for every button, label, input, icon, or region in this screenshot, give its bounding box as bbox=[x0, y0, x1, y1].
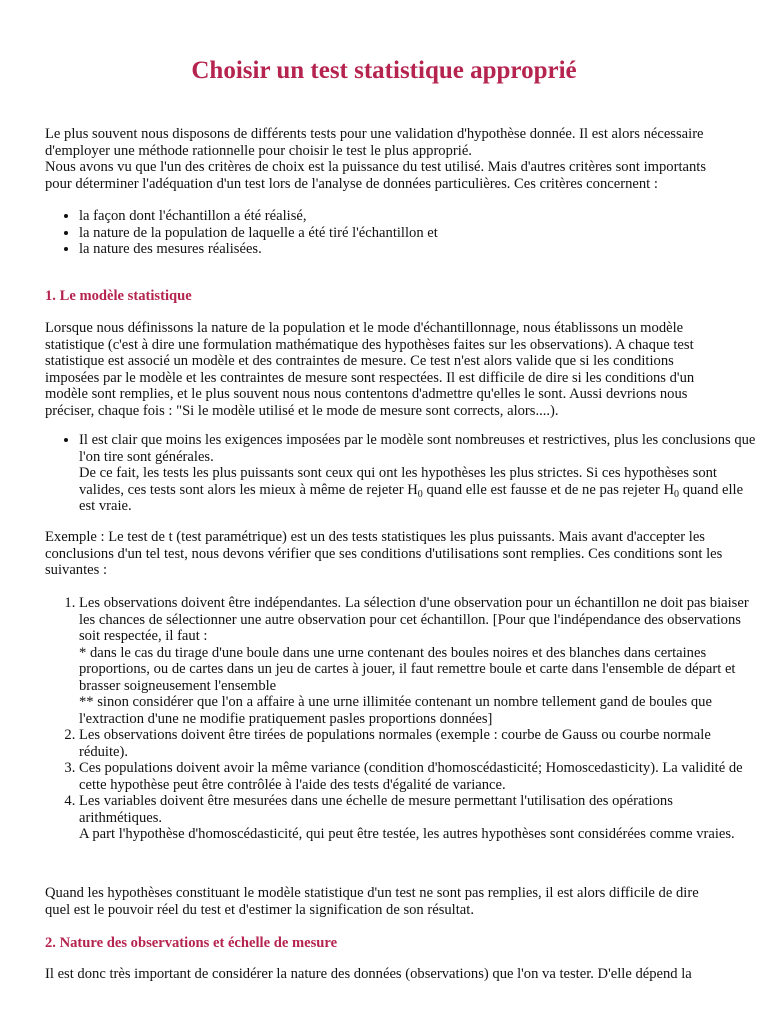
section-2-paragraph: Il est donc très important de considérer la nature des données (observations) que l'on va tester. D'elle dépend la bbox=[45, 966, 692, 982]
section-2-heading: 2. Nature des observations et échelle de mesure bbox=[45, 935, 338, 951]
model-note-generality: • Il est clair que moins les exigences imposées par le modèle sont nombreuses et restrictives, plus les conclusions que l'on tire sont générales. bbox=[79, 432, 756, 465]
list-item: • la façon dont l'échantillon a été réalisé, bbox=[79, 208, 759, 225]
condition-independence-case-1: * dans le cas du tirage d'une boule dans une urne contenant des boules noires et des blanches dans certaines proportions, ou de cartes dans un jeu de cartes à jouer, il faut remettre boule et carte dans l'ensemble de départ et brasser soigneusement l'ensemble bbox=[79, 644, 736, 694]
conditions-list bbox=[45, 595, 759, 843]
condition-measurement-scale: 4. Les variables doivent être mesurées dans une échelle de mesure permettant l'utilisation des opérations arithmétiques. bbox=[79, 793, 673, 826]
list-item bbox=[79, 793, 759, 843]
list-item: • la nature des mesures réalisées. bbox=[79, 241, 759, 258]
condition-independence-case-2: ** sinon considérer que l'on a affaire à une urne illimitée contenant un nombre tellement gand de boules que l'extraction d'une ne modifie pratiquement pasles proportions données] bbox=[79, 694, 712, 727]
page-title: Choisir un test statistique approprié bbox=[191, 57, 577, 84]
closing-paragraph: Quand les hypothèses constituant le modèle statistique d'un test ne sont pas remplies, il est alors difficile de dire quel est le pouvoir réel du test et d'estimer la signification de son résultat. bbox=[45, 885, 699, 918]
section-1-paragraph: Lorsque nous définissons la nature de la population et le mode d'échantillonnage, nous établissons un modèle statistique (c'est à dire une formulation mathématique des hypothèses faites sur les observations). A chaque test statistique est associé un modèle et des contraintes de mesure. Ce test n'est alors valide que si les conditions imposées par le modèle et les contraintes de mesure sont respectées. Il est difficile de dire si les conditions d'un modèle sont remplies, et le plus souvent nous nous contentons d'admettre qu'elles le sont. Aussi devrions nous préciser, chaque fois : "Si le modèle utilisé et le mode de mesure sont corrects, alors....). bbox=[45, 320, 695, 419]
model-note-power: De ce fait, les tests les plus puissants sont ceux qui ont les hypothèses les plus strictes. Si ces hypothèses sont valides, ces tests sont alors les mieux à même de rejeter $H_0$ quand elle est fausse et de ne pas rejeter $H_0$ quand elle est vraie. bbox=[79, 465, 744, 514]
list-item: • la nature de la population de laquelle a été tiré l'échantillon et bbox=[79, 225, 759, 242]
list-item bbox=[79, 432, 759, 515]
intro-paragraph-2: Nous avons vu que l'un des critères de choix est la puissance du test utilisé. Mais d'autres critères sont importants pour déterminer l'adéquation d'un test lors de l'analyse de données particulières. Ces critères concernent : bbox=[45, 159, 707, 192]
list-item bbox=[79, 595, 759, 727]
list-item: 3. Ces populations doivent avoir la même variance (condition d'homoscédasticité; Homoscedasticity). La validité de cette hypothèse peut être contrôlée à l'aide des tests d'égalité de variance. bbox=[79, 760, 759, 793]
condition-note: A part l'hypothèse d'homoscédasticité, qui peut être testée, les autres hypothèses sont considérées comme vraies. bbox=[79, 826, 735, 842]
model-notes-list bbox=[45, 432, 759, 515]
intro-paragraph-1: Le plus souvent nous disposons de différents tests pour une validation d'hypothèse donnée. Il est alors nécessaire d'employer une méthode rationnelle pour choisir le test le plus approprié. bbox=[45, 126, 704, 159]
h0-subscript: 0 bbox=[674, 488, 680, 500]
example-paragraph: Exemple : Le test de t (test paramétrique) est un des tests statistiques les plus puissants. Mais avant d'accepter les conclusions d'un tel test, nous devons vérifier que ses conditions d'utilisations sont remplies. Ces conditions sont les suivantes : bbox=[45, 529, 723, 578]
h0-subscript: 0 bbox=[417, 488, 423, 500]
section-1-heading: 1. Le modèle statistique bbox=[45, 288, 192, 304]
list-item: 2. Les observations doivent être tirées de populations normales (exemple : courbe de Gauss ou courbe normale réduite). bbox=[79, 727, 759, 760]
condition-independence: 1. Les observations doivent être indépendantes. La sélection d'une observation pour un échantillon ne doit pas biaiser les chances de sélectionner une autre observation pour cet échantillon. [Pour que l'indépendance des observations soit respectée, il faut : bbox=[79, 595, 749, 644]
criteria-list bbox=[45, 208, 759, 258]
intro-block bbox=[45, 126, 725, 192]
